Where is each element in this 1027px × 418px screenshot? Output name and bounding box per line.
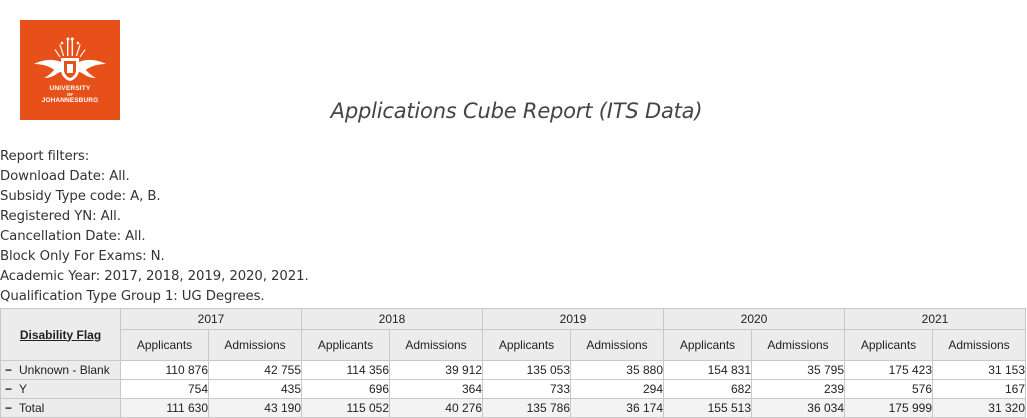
table-cell: 42 755 [209,361,302,380]
measure-header-admissions: Admissions [752,330,845,361]
measure-header-admissions: Admissions [571,330,664,361]
filter-academic-year: Academic Year: 2017, 2018, 2019, 2020, 2021. [0,269,309,284]
table-cell: 167 [933,380,1026,399]
measure-header-applicants: Applicants [483,330,571,361]
filter-registered: Registered YN: All. [0,209,121,224]
logo-johannesburg-text: JOHANNESBURG [41,97,99,104]
report-filters [0,147,309,307]
table-cell: 43 190 [209,399,302,418]
year-header[interactable]: 2020 [664,309,845,330]
filter-block-exams: Block Only For Exams: N. [0,249,165,264]
table-cell: 135 786 [483,399,571,418]
table-cell: 239 [752,380,845,399]
row-label-text: Total [19,401,45,415]
collapse-toggle-icon[interactable]: − [5,363,13,377]
table-cell: 115 052 [302,399,390,418]
table-cell: 155 513 [664,399,752,418]
table-cell: 111 630 [121,399,209,418]
row-label[interactable] [1,361,121,380]
table-row [1,380,1026,399]
table-cell: 135 053 [483,361,571,380]
filter-subsidy-type: Subsidy Type code: A, B. [0,189,161,204]
logo-of-text: OF [66,92,74,97]
measure-header-applicants: Applicants [121,330,209,361]
filter-download-date: Download Date: All. [0,169,130,184]
report-title: Applications Cube Report (ITS Data) [330,99,703,123]
measure-header-admissions: Admissions [390,330,483,361]
filters-heading: Report filters: [0,149,90,164]
year-header[interactable]: 2018 [302,309,483,330]
measure-header-admissions: Admissions [933,330,1026,361]
table-cell: 154 831 [664,361,752,380]
collapse-toggle-icon[interactable]: − [5,382,13,396]
pivot-table [0,308,1026,418]
table-cell: 35 795 [752,361,845,380]
collapse-toggle-icon[interactable]: − [5,401,13,415]
filter-cancellation-date: Cancellation Date: All. [0,229,146,244]
table-cell: 39 912 [390,361,483,380]
year-header[interactable]: 2017 [121,309,302,330]
row-label[interactable] [1,380,121,399]
measure-header-admissions: Admissions [209,330,302,361]
year-header[interactable]: 2019 [483,309,664,330]
table-cell: 175 999 [845,399,933,418]
table-row [1,361,1026,380]
table-cell: 754 [121,380,209,399]
year-header[interactable]: 2021 [845,309,1026,330]
measure-header-applicants: Applicants [664,330,752,361]
table-cell: 175 423 [845,361,933,380]
measure-header-applicants: Applicants [845,330,933,361]
row-label-text: Unknown - Blank [19,363,110,377]
table-cell: 36 174 [571,399,664,418]
table-cell: 364 [390,380,483,399]
table-cell: 31 153 [933,361,1026,380]
table-cell: 696 [302,380,390,399]
measure-header-applicants: Applicants [302,330,390,361]
table-cell: 31 320 [933,399,1026,418]
logo-university-text: UNIVERSITY [49,85,91,92]
row-label[interactable] [1,399,121,418]
total-row [1,399,1026,418]
table-cell: 733 [483,380,571,399]
table-cell: 36 034 [752,399,845,418]
table-cell: 40 276 [390,399,483,418]
table-cell: 35 880 [571,361,664,380]
row-dimension-header[interactable]: Disability Flag [1,309,121,361]
table-cell: 682 [664,380,752,399]
row-label-text: Y [19,382,28,396]
table-cell: 435 [209,380,302,399]
table-cell: 294 [571,380,664,399]
table-cell: 576 [845,380,933,399]
filter-qualification-type: Qualification Type Group 1: UG Degrees. [0,289,265,304]
table-cell: 110 876 [121,361,209,380]
table-cell: 114 356 [302,361,390,380]
